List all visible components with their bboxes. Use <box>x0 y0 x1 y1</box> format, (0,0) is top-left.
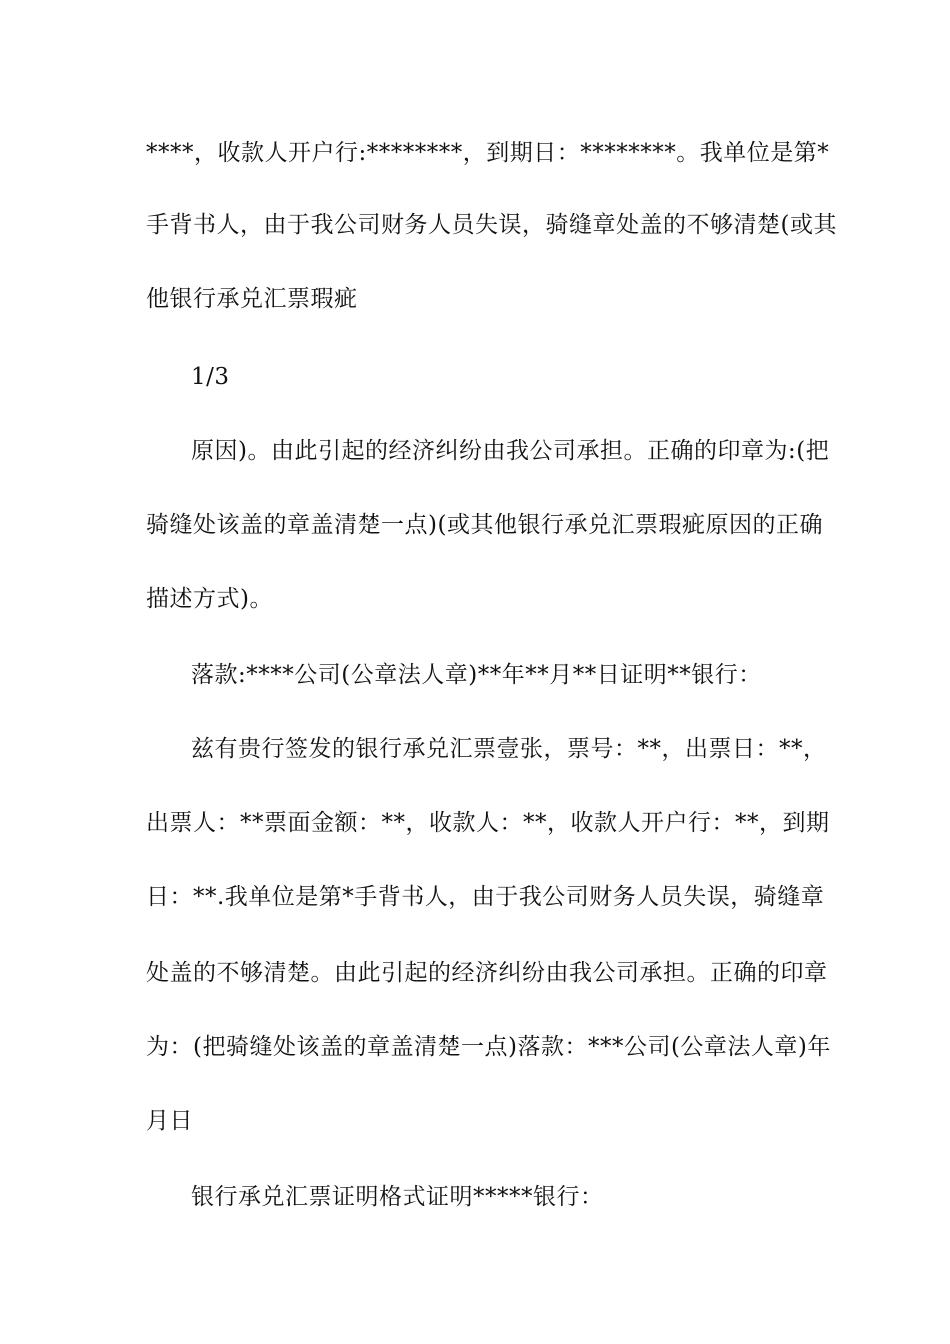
text-line: 为：(把骑缝处该盖的章盖清楚一点)落款：***公司(公章法人章)年 <box>146 1034 831 1060</box>
text-line: 描述方式)。 <box>146 586 273 612</box>
text-line: 手背书人，由于我公司财务人员失误，骑缝章处盖的不够清楚(或其 <box>146 212 837 238</box>
text-line: ****，收款人开户行:********，到期日：********。我单位是第* <box>146 140 830 166</box>
text-line: 他银行承兑汇票瑕疵 <box>146 286 358 312</box>
text-line: 骑缝处该盖的章盖清楚一点)(或其他银行承兑汇票瑕疵原因的正确 <box>146 512 823 538</box>
text-line: 出票人：**票面金额：**，收款人：**，收款人开户行：**，到期 <box>146 810 830 836</box>
text-line: 原因)。由此引起的经济纠纷由我公司承担。正确的印章为:(把 <box>191 438 830 464</box>
text-line: 月日 <box>146 1108 193 1134</box>
text-line: 落款:****公司(公章法人章)**年**月**日证明**银行： <box>191 662 762 688</box>
text-line: 日：**.我单位是第*手背书人，由于我公司财务人员失误，骑缝章 <box>146 884 825 910</box>
text-line: 银行承兑汇票证明格式证明*****银行： <box>191 1184 604 1210</box>
page-number: 1/3 <box>191 364 230 390</box>
text-line: 兹有贵行签发的银行承兑汇票壹张，票号：**，出票日：**， <box>191 736 827 762</box>
text-line: 处盖的不够清楚。由此引起的经济纠纷由我公司承担。正确的印章 <box>146 960 828 986</box>
